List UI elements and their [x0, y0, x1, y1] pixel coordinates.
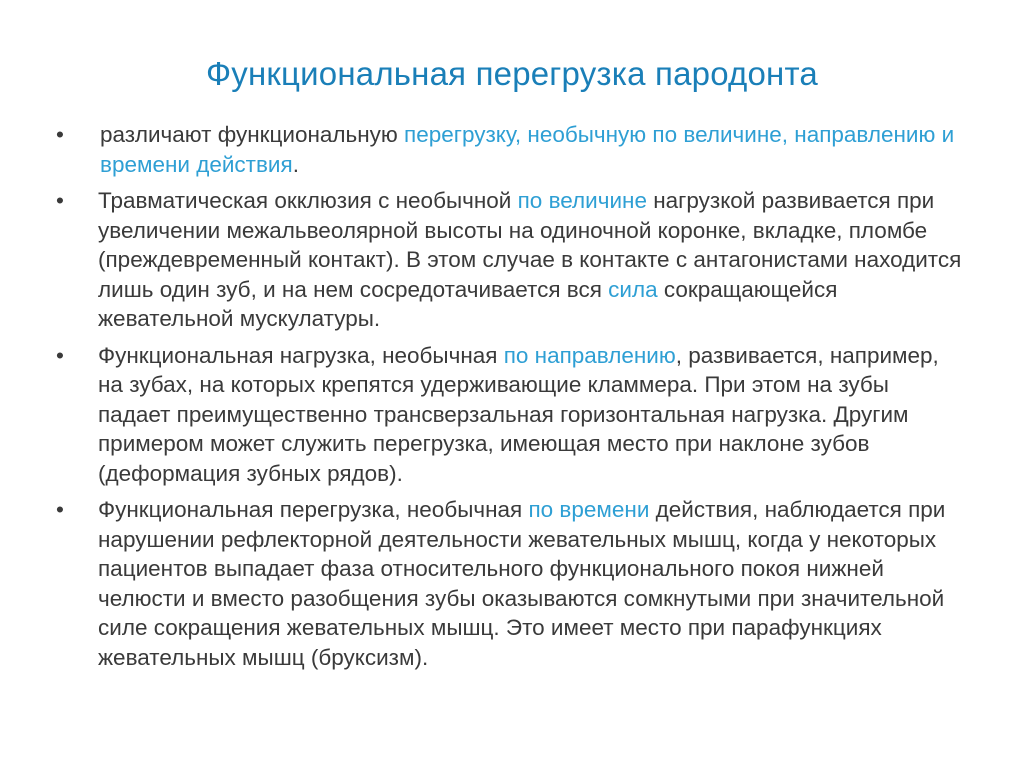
highlighted-term: по направлению — [503, 342, 676, 368]
slide-title: Функциональная перегрузка пародонта — [206, 55, 818, 92]
bullet-text — [98, 497, 945, 670]
bullet-item — [56, 120, 966, 179]
bullet-list — [56, 120, 966, 679]
text-segment: различают функциональную — [100, 122, 405, 147]
bullet-text — [98, 343, 939, 486]
text-segment: действия, наблюдается при нарушении рефлекторной деятельности жевательных мышц, когда у некоторых пациентов выпадает фаза относительного функционального покоя нижней челюсти и вместо разобщения зубы оказываются сомкнутыми при значительной силе сокращения жевательных мышц. Это имеет место при парафункциях жевательных мышц (бруксизм). — [98, 497, 946, 670]
highlighted-term: сила — [608, 276, 658, 302]
text-segment: . — [292, 151, 299, 177]
text-segment: , развивается, например, на зубах, на которых крепятся удерживающие кламмера. При этом на зубы падает преимущественно трансверзальная горизонтальная нагрузка. Другим примером может служить перегрузка, имеющая место при наклоне зубов (деформация зубных рядов). — [98, 342, 939, 486]
bullet-dot-icon: • — [56, 122, 64, 147]
highlighted-term: перегрузку, необычную по величине, направлению и времени действия — [100, 122, 955, 177]
bullet-dot-icon: • — [56, 497, 64, 522]
highlighted-term: по времени — [528, 497, 650, 522]
bullet-item — [56, 186, 966, 334]
text-segment: Травматическая окклюзия с необычной — [98, 188, 518, 213]
bullet-dot-icon: • — [56, 188, 64, 213]
bullet-item — [56, 495, 966, 672]
text-segment: сокращающейся жевательной мускулатуры. — [98, 276, 838, 331]
bullet-text — [100, 122, 954, 177]
bullet-text — [98, 188, 961, 331]
highlighted-term: по величине — [517, 188, 647, 213]
bullet-dot-icon: • — [56, 342, 64, 368]
text-segment: Функциональная нагрузка, необычная — [98, 342, 504, 368]
text-segment: Функциональная перегрузка, необычная — [98, 497, 529, 522]
text-segment: нагрузкой развивается при увеличении межальвеолярной высоты на одиночной коронке, вкладке, пломбе (преждевременный контакт). В этом случае в контакте с антагонистами находится лишь один зуб, и на нем сосредотачивается вся — [98, 188, 962, 302]
bullet-item — [56, 341, 966, 489]
